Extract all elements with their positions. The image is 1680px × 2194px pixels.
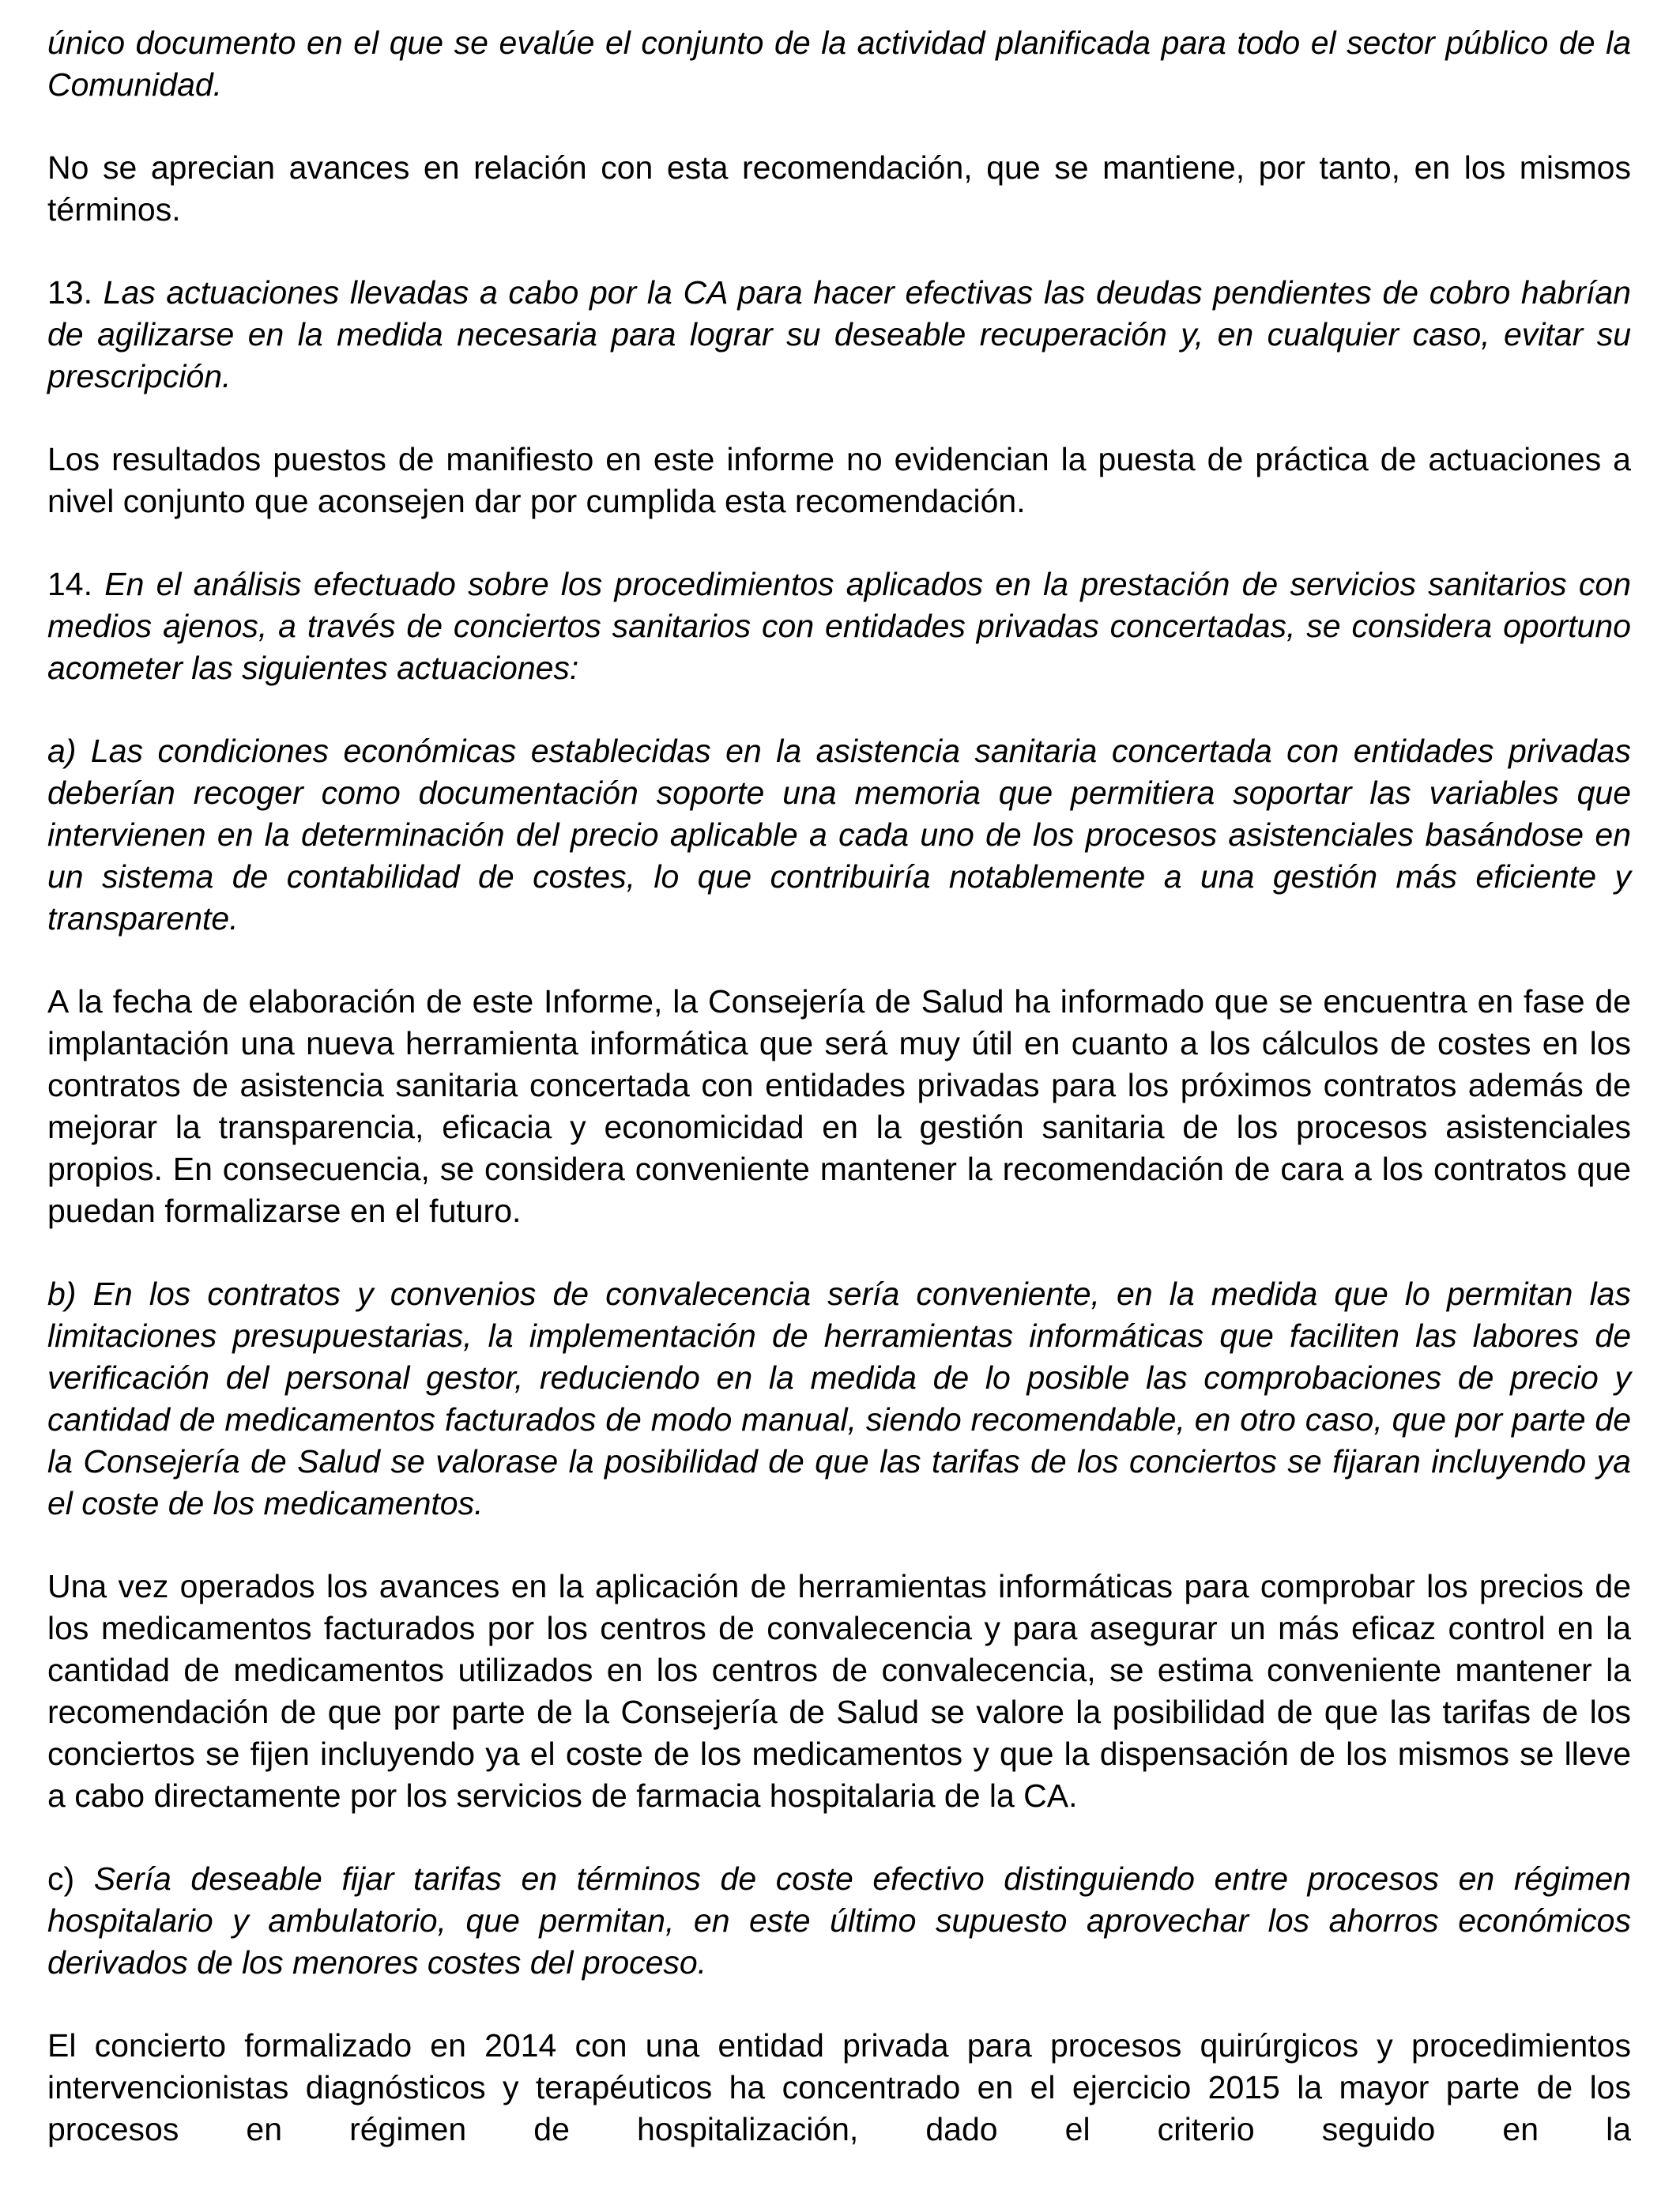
paragraph-avances-herramientas — [47, 1566, 1631, 1817]
recommendation-14c — [47, 1858, 1631, 1984]
paragraph-concierto-2014 — [47, 2025, 1631, 2151]
paragraph-text: único documento en el que se evalúe el conjunto de la actividad planificada para todo el sector público de la Comunidad. — [47, 25, 1631, 103]
recommendation-number: c) — [47, 1860, 75, 1897]
recommendation-13 — [47, 272, 1631, 398]
paragraph-text: No se aprecian avances en relación con esta recomendación, que se mantiene, por tanto, en los mismos términos. — [47, 149, 1631, 228]
recommendation-text: En el análisis efectuado sobre los procedimientos aplicados en la prestación de servicios sanitarios con medios ajenos, a través de conciertos sanitarios con entidades privadas concertadas, se considera oportuno acometer las siguientes actuaciones: — [47, 566, 1631, 686]
document-page — [47, 22, 1631, 2192]
recommendation-14b — [47, 1273, 1631, 1525]
recommendation-number: 14. — [47, 566, 92, 602]
paragraph-sin-avances — [47, 147, 1631, 231]
recommendation-text: Sería deseable fijar tarifas en términos de coste efectivo distinguiendo entre procesos en régimen hospitalario y ambulatorio, que permitan, en este último supuesto aprovechar los ahorros económicos derivados de los menores costes del proceso. — [47, 1860, 1631, 1981]
recommendation-text: b) En los contratos y convenios de convalecencia sería conveniente, en la medida que lo permitan las limitaciones presupuestarias, la implementación de herramientas informáticas que faciliten las labores de verificación del personal gestor, reduciendo en la medida de lo posible las comprobaciones de precio y cantidad de medicamentos facturados de modo manual, siendo recomendable, en otro caso, que por parte de la Consejería de Salud se valorase la posibilidad de que las tarifas de los conciertos se fijaran incluyendo ya el coste de los medicamentos. — [47, 1276, 1631, 1521]
paragraph-text: Una vez operados los avances en la aplicación de herramientas informáticas para comprobar los precios de los medicamentos facturados por los centros de convalecencia y para asegurar un más eficaz control en la cantidad de medicamentos utilizados en los centros de convalecencia, se estima conveniente mantener la recomendación de que por parte de la Consejería de Salud se valore la posibilidad de que las tarifas de los conciertos se fijen incluyendo ya el coste de los medicamentos y que la dispensación de los mismos se lleve a cabo directamente por los servicios de farmacia hospitalaria de la CA. — [47, 1568, 1631, 1814]
paragraph-text: Los resultados puestos de manifiesto en este informe no evidencian la puesta de práctica de actuaciones a nivel conjunto que aconsejen dar por cumplida esta recomendación. — [47, 441, 1631, 519]
recommendation-number: 13. — [47, 274, 92, 311]
recommendation-text: a) Las condiciones económicas establecidas en la asistencia sanitaria concertada con entidades privadas deberían recoger como documentación soporte una memoria que permitiera soportar las variables que intervienen en la determinación del precio aplicable a cada uno de los procesos asistenciales basándose en un sistema de contabilidad de costes, lo que contribuiría notablemente a una gestión más eficiente y transparente. — [47, 733, 1631, 937]
paragraph-text: A la fecha de elaboración de este Informe, la Consejería de Salud ha informado que se encuentra en fase de implantación una nueva herramienta informática que será muy útil en cuanto a los cálculos de costes en los contratos de asistencia sanitaria concertada con entidades privadas para los próximos contratos además de mejorar la transparencia, eficacia y economicidad en la gestión sanitaria de los procesos asistenciales propios. En consecuencia, se considera conveniente mantener la recomendación de cara a los contratos que puedan formalizarse en el futuro. — [47, 983, 1631, 1229]
paragraph-text: El concierto formalizado en 2014 con una entidad privada para procesos quirúrgicos y procedimientos intervencionistas diagnósticos y terapéuticos ha concentrado en el ejercicio 2015 la mayor parte de los procesos en régimen de hospitalización, dado el criterio seguido en la — [47, 2027, 1631, 2147]
paragraph-fecha-elaboracion — [47, 981, 1631, 1232]
recommendation-text: Las actuaciones llevadas a cabo por la CA para hacer efectivas las deudas pendientes de cobro habrían de agilizarse en la medida necesaria para lograr su deseable recuperación y, en cualquier caso, evitar su prescripción. — [47, 274, 1631, 394]
paragraph-sector-publico — [47, 22, 1631, 106]
paragraph-resultados — [47, 439, 1631, 522]
recommendation-14 — [47, 564, 1631, 689]
recommendation-14a — [47, 730, 1631, 940]
